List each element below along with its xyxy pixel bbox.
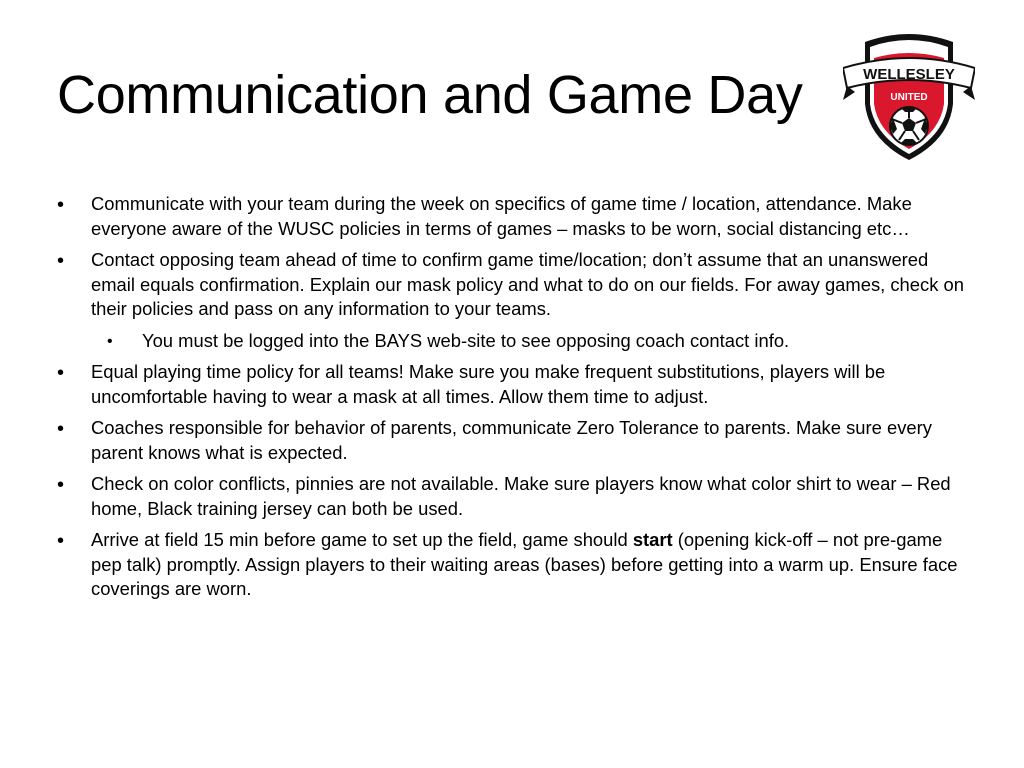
bullet-list (55, 192, 967, 609)
bullet-glyph: • (57, 474, 65, 496)
wellesley-united-logo (843, 28, 975, 162)
bullet-text: You must be logged into the BAYS web-site to see opposing coach contact info. (142, 329, 790, 351)
bullet-item (55, 248, 967, 322)
logo-top-text: WELLESLEY (863, 66, 955, 83)
slide-title: Communication and Game Day (57, 65, 803, 125)
logo-banner-tail-right (963, 86, 975, 100)
bullet-text: Communicate with your team during the week on specifics of game time / location, attendance. Make everyone aware of the WUSC policies in terms of games – masks to be worn, social distancing etc… (91, 193, 912, 239)
sub-bullet-item (55, 329, 967, 354)
bullet-item (55, 528, 967, 602)
bullet-text: Coaches responsible for behavior of parents, communicate Zero Tolerance to parents. Make sure every parent knows what is expected. (91, 417, 932, 463)
soccer-ball-icon (890, 107, 928, 145)
bullet-text: Contact opposing team ahead of time to confirm game time/location; don’t assume that an unanswered email equals confirmation. Explain our mask policy and what to do on our fields. For away games, check on their policies and pass on any information to your teams. (91, 249, 964, 319)
bullet-glyph: • (57, 362, 65, 384)
bullet-glyph: • (57, 194, 65, 216)
bullet-glyph: • (57, 530, 65, 552)
bullet-text: Equal playing time policy for all teams! Make sure you make frequent substitutions, players will be uncomfortable having to wear a mask at all times. Allow them time to adjust. (91, 361, 886, 407)
logo-bottom-text: UNITED (890, 92, 928, 103)
bullet-text-bold: start (632, 529, 673, 550)
bullet-item (55, 360, 967, 409)
bullet-item (55, 416, 967, 465)
bullet-text-before: Arrive at field 15 min before game to set up the field, game should (91, 529, 633, 550)
bullet-item (55, 472, 967, 521)
bullet-glyph: • (57, 418, 65, 440)
bullet-text-after: (opening kick-off – not pre-game pep talk) promptly. Assign players to their waiting areas (bases) before getting into a warm up. Ensure face coverings are worn. (91, 529, 958, 599)
bullet-glyph: • (57, 250, 65, 272)
logo-banner-tail-left (843, 86, 855, 100)
bullet-glyph: • (107, 332, 113, 350)
bullet-text: Check on color conflicts, pinnies are not available. Make sure players know what color shirt to wear – Red home, Black training jersey can both be used. (91, 473, 951, 519)
bullet-item (55, 192, 967, 241)
